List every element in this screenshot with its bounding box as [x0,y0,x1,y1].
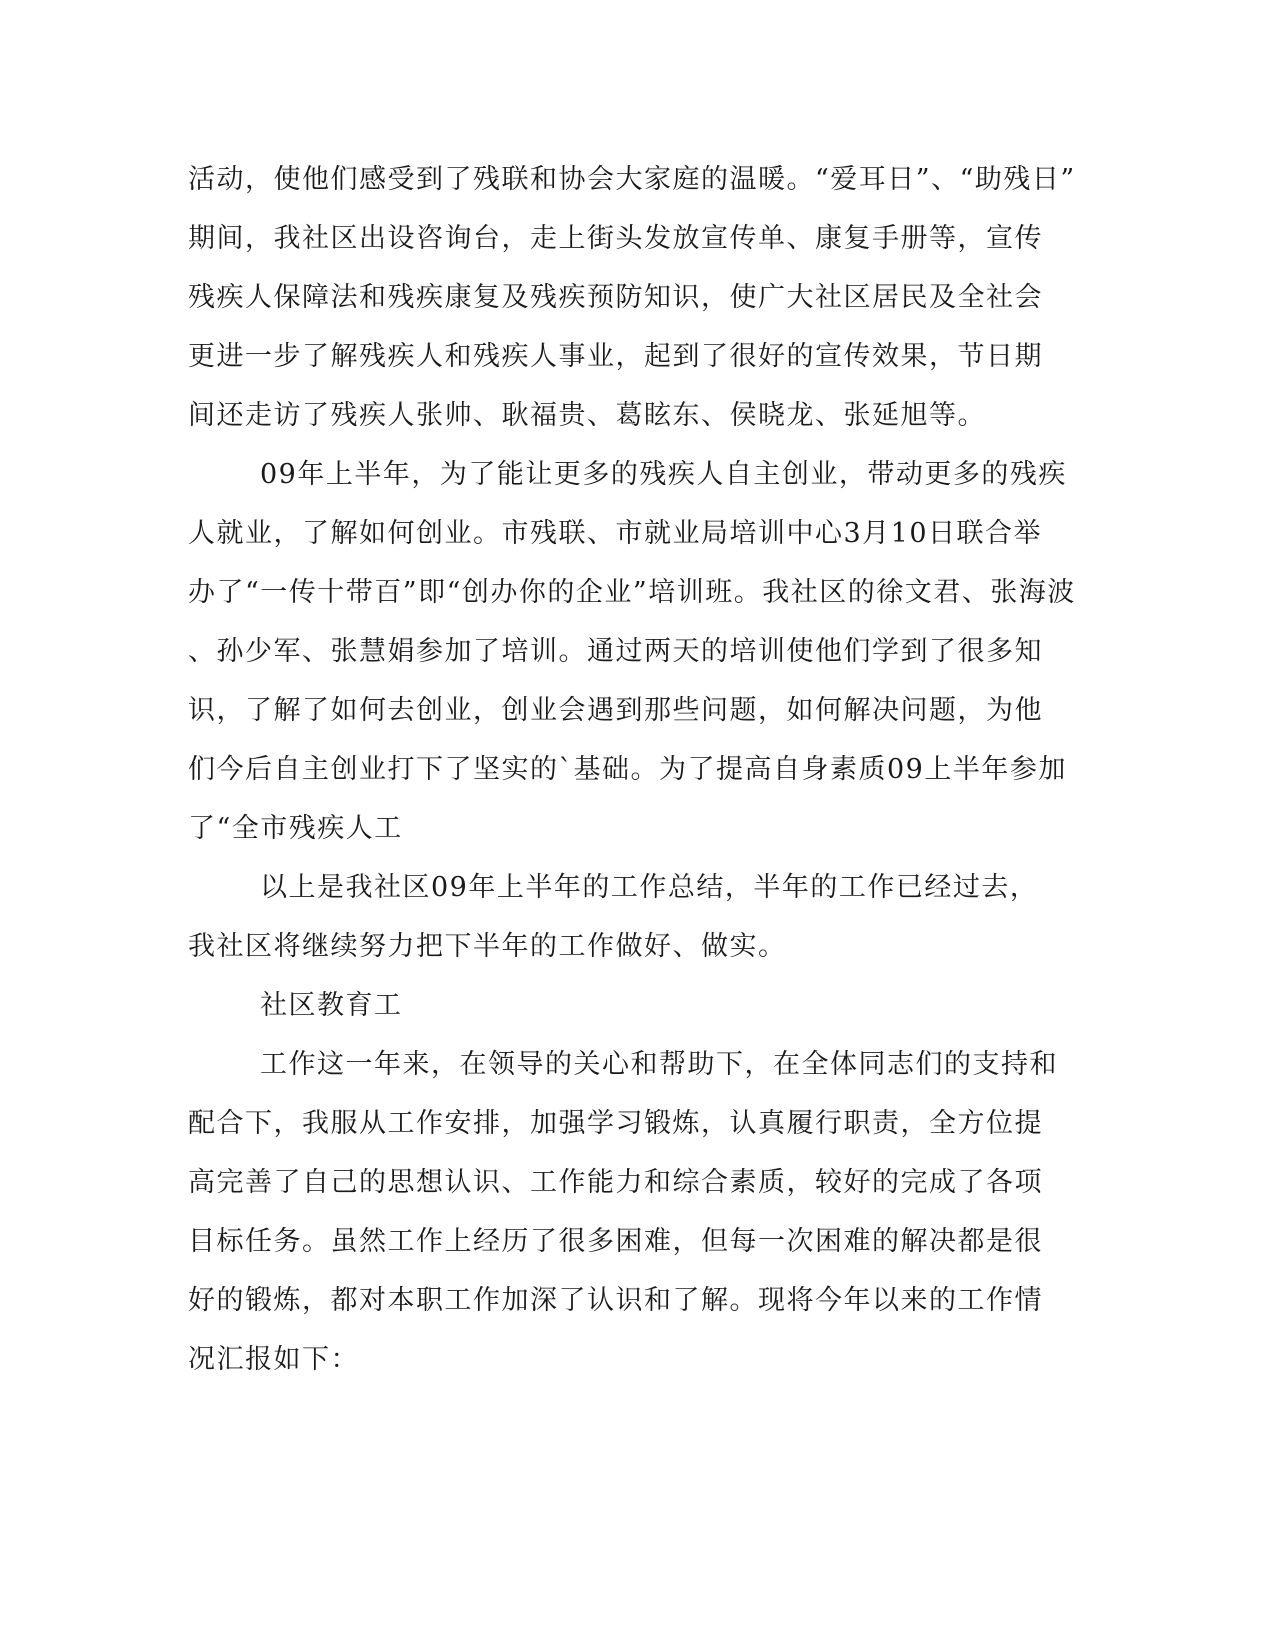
text-line: 好的锻炼，都对本职工作加深了认识和了解。现将今年以来的工作情 [188,1285,1043,1316]
paragraph-start-line: 工作这一年来，在领导的关心和帮助下，在全体同志们的支持和 [260,1049,1058,1080]
section-heading: 社区教育工 [260,990,403,1021]
text-line: 配合下，我服从工作安排，加强学习锻炼，认真履行职责，全方位提 [188,1108,1043,1139]
text-line: 办了“一传十带百”即“创办你的企业”培训班。我社区的徐文君、张海波 [188,577,1076,608]
text-line: 了“全市残疾人工 [188,813,403,844]
text-line: 活动，使他们感受到了残联和协会大家庭的温暖。“爱耳日”、“助残日” [188,164,1076,195]
text-line: 我社区将继续努力把下半年的工作做好、做实。 [188,931,787,962]
text-line: 况汇报如下： [188,1344,359,1375]
text-line: 高完善了自己的思想认识、工作能力和综合素质，较好的完成了各项 [188,1167,1043,1198]
text-line: 间还走访了残疾人张帅、耿福贵、葛眩东、侯晓龙、张延旭等。 [188,400,986,431]
text-line: 、孙少军、张慧娟参加了培训。通过两天的培训使他们学到了很多知 [188,636,1043,667]
text-line: 识，了解了如何去创业，创业会遇到那些问题，如何解决问题，为他 [188,695,1043,726]
text-line: 目标任务。虽然工作上经历了很多困难，但每一次困难的解决都是很 [188,1226,1043,1257]
text-line: 更进一步了解残疾人和残疾人事业，起到了很好的宣传效果，节日期 [188,341,1043,372]
paragraph-start-line: 以上是我社区09年上半年的工作总结，半年的工作已经过去， [260,872,1039,903]
text-line: 残疾人保障法和残疾康复及残疾预防知识，使广大社区居民及全社会 [188,282,1043,313]
paragraph-start-line: 09年上半年，为了能让更多的残疾人自主创业，带动更多的残疾 [260,459,1067,490]
text-line: 们今后自主创业打下了坚实的`基础。为了提高自身素质09上半年参加 [188,754,1067,785]
text-line: 期间，我社区出设咨询台，走上街头发放宣传单、康复手册等，宣传 [188,223,1043,254]
text-line: 人就业，了解如何创业。市残联、市就业局培训中心3月10日联合举 [188,518,1043,549]
